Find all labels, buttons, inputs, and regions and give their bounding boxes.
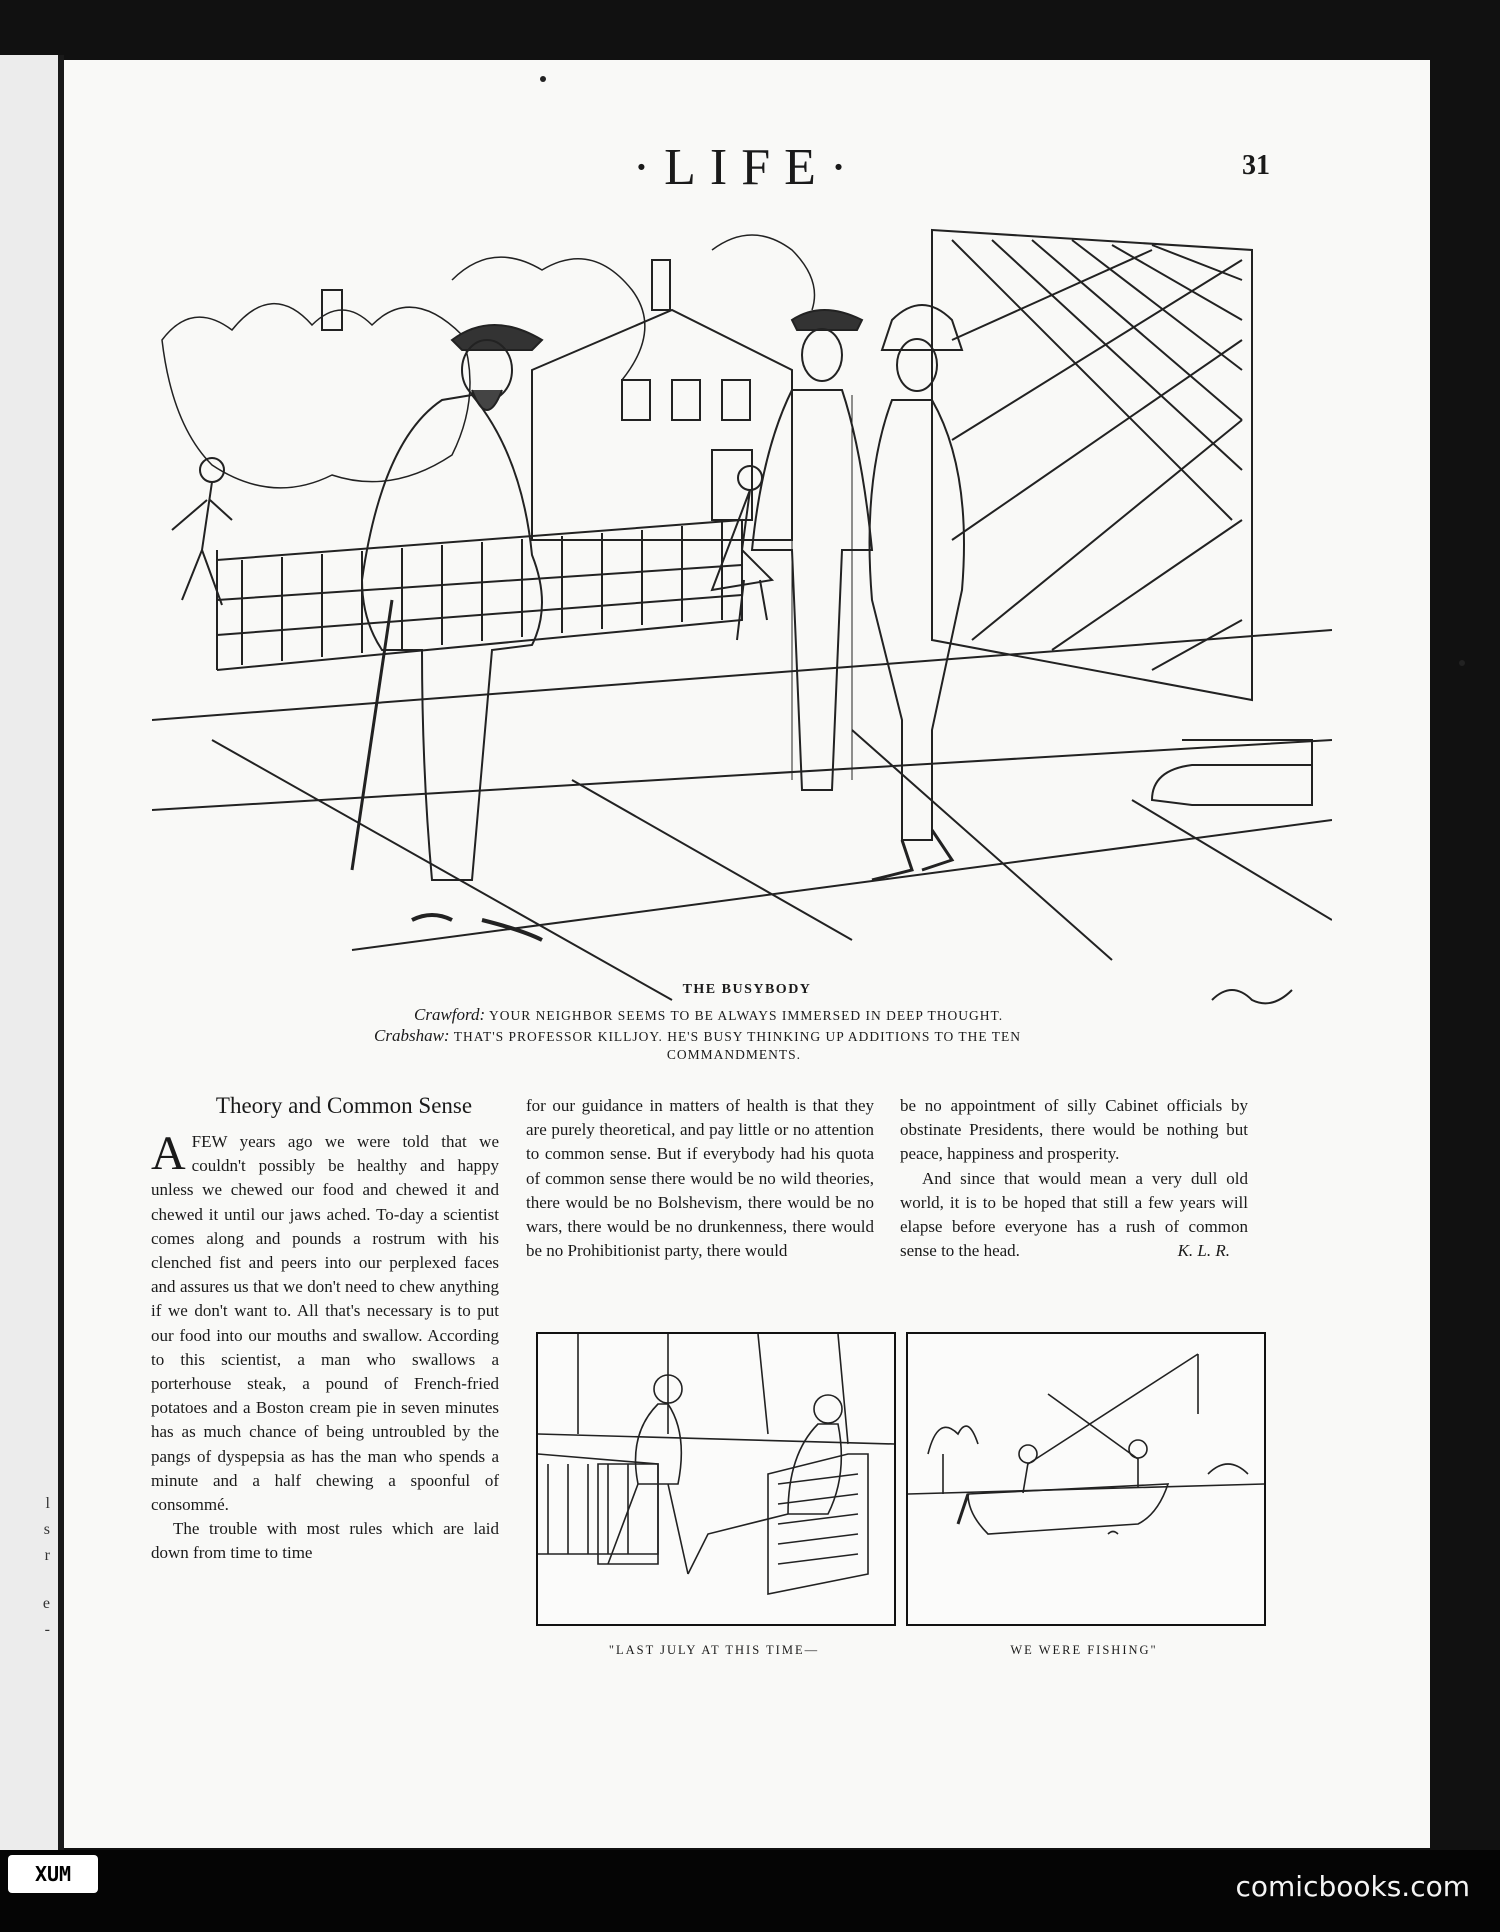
left-page-edge xyxy=(0,55,61,1855)
archive-tag: XUM xyxy=(8,1855,98,1893)
article-column-2 xyxy=(526,1094,874,1263)
cartoon-title: THE BUSYBODY xyxy=(682,982,812,997)
column-3-paragraph-1: be no appointment of silly Cabinet officials by obstinate Presidents, there would be nothing but peace, happiness and prosperity. xyxy=(900,1096,1248,1164)
speck xyxy=(1459,660,1465,666)
article-column-3 xyxy=(900,1094,1248,1263)
speaker-crawford: Crawford: xyxy=(414,1005,486,1024)
dialogue-text-3: COMMANDMENTS. xyxy=(666,1047,802,1062)
left-page-fragment: - xyxy=(44,1621,50,1638)
fishing-panel xyxy=(906,1332,1266,1626)
porch-drawing xyxy=(538,1334,894,1624)
dialogue-line-3 xyxy=(304,1045,1164,1064)
dialogue-line-2 xyxy=(304,1026,1164,1046)
left-page-fragment: l xyxy=(45,1495,50,1512)
column-1-paragraph-2: The trouble with most rules which are laid down from time to time xyxy=(151,1519,499,1563)
porch-panel xyxy=(536,1332,896,1626)
left-page-fragment: s xyxy=(43,1521,50,1538)
speck xyxy=(540,76,546,82)
column-2-paragraph-1: for our guidance in matters of health is that they are purely theoretical, and pay little or no attention to common sense. But if everybody had his quota of common sense there would be no wild theories, there would be no Bolshevism, there would be no wars, there would be no drunkenness, there would be no Prohibitionist party, there would xyxy=(526,1096,874,1261)
article-title: Theory and Common Sense xyxy=(215,1093,473,1118)
magazine-page xyxy=(64,60,1430,1848)
drop-cap: A xyxy=(151,1127,186,1180)
busybody-drawing xyxy=(152,220,1332,1020)
column-1-paragraph-1-text: FEW years ago we were told that we couldn't possibly be healthy and happy unless we chewed our food and chewed it and chewed it until our jaws ached. To-day a scientist comes along and pounds a rostrum with his clenched fist and peers into our perplexed faces and assures us that we don't need to chew anything if we don't want to. All that's necessary is to put our food into our mouths and swallow. According to this scientist, a man who swallows a porterhouse steak, a pound of French-fried potatoes and a Boston cream pie in seven minutes has as much chance of being untroubled by the pangs of dyspepsia as has the man who spends a minute and a half chewing a spoonful of consommé. xyxy=(151,1132,499,1515)
porch-panel-caption: "LAST JULY AT THIS TIME— xyxy=(608,1643,820,1657)
fishing-panel-caption: WE WERE FISHING" xyxy=(1010,1643,1158,1657)
fishing-drawing xyxy=(908,1334,1264,1624)
masthead: ·LIFE· xyxy=(632,139,862,196)
article-column-1 xyxy=(151,1127,499,1566)
dialogue-text-1: YOUR NEIGHBOR SEEMS TO BE ALWAYS IMMERSED IN DEEP THOUGHT. xyxy=(489,1008,1004,1023)
left-page-fragment: r xyxy=(44,1547,50,1564)
column-3-paragraph-2 xyxy=(900,1167,1248,1264)
author-signature: K. L. R. xyxy=(1177,1241,1230,1261)
dialogue-text-2: THAT'S PROFESSOR KILLJOY. HE'S BUSY THINKING UP ADDITIONS TO THE TEN xyxy=(453,1029,1022,1044)
dialogue-line-1 xyxy=(304,1005,1164,1025)
left-page-fragment: e xyxy=(42,1595,50,1612)
speaker-crabshaw: Crabshaw: xyxy=(374,1026,450,1045)
column-1-paragraph-1 xyxy=(151,1127,499,1517)
busybody-illustration xyxy=(152,220,1332,1020)
watermark: comicbooks.com xyxy=(1235,1870,1470,1903)
column-3-paragraph-2-text: And since that would mean a very dull old world, it is to be hoped that still a few years will elapse before everyone has a rush of common sense to the head. xyxy=(900,1168,1248,1261)
page-number: 31 xyxy=(1242,150,1270,181)
